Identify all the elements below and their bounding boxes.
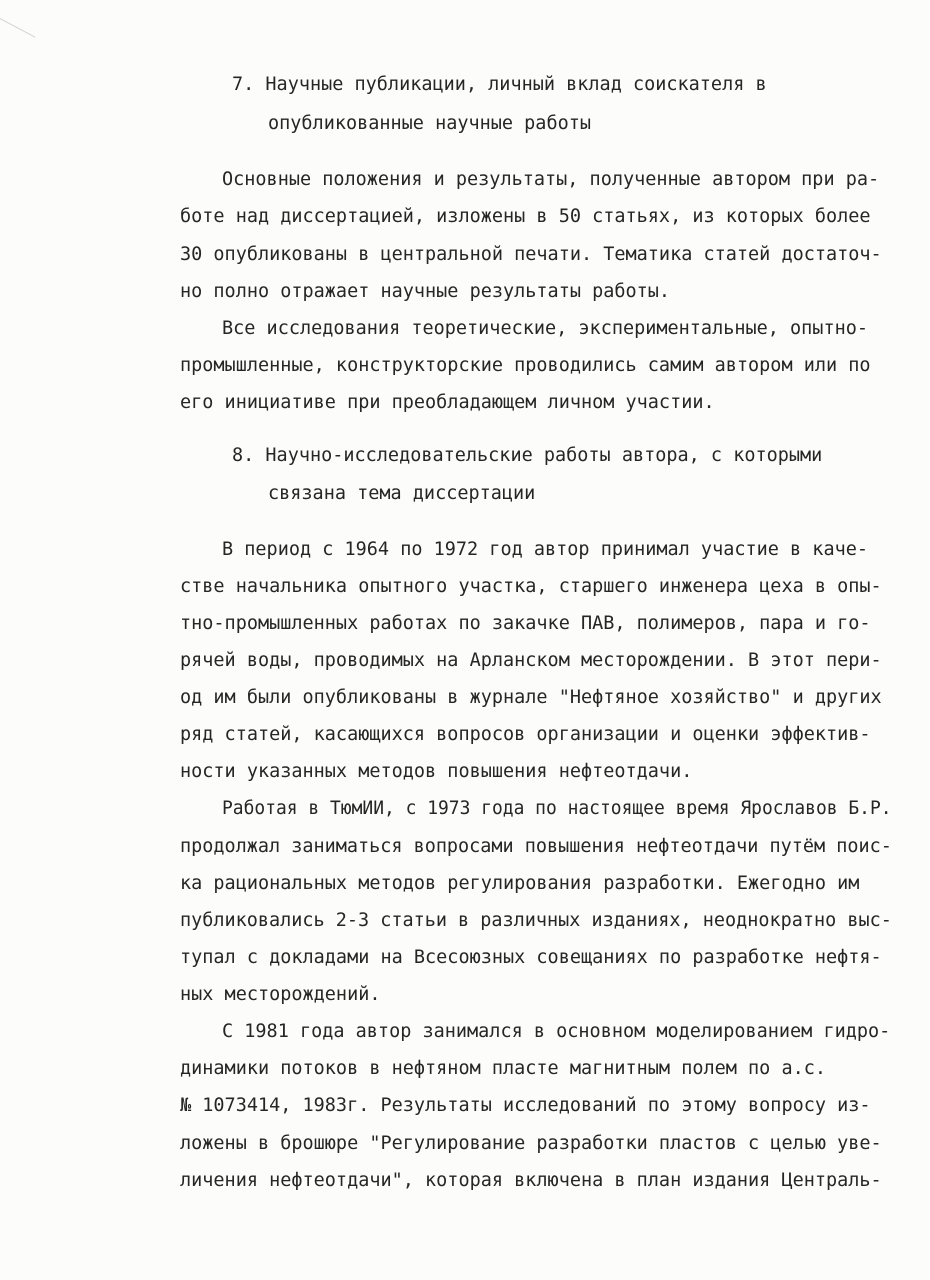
section-8-title-line-1: 8. Научно-исследовательские работы автора, с которыми: [232, 445, 823, 466]
section-7-title-line-2: опубликованные научные работы: [268, 113, 592, 134]
section-7-title-line-1: 7. Научные публикации, личный вклад соискателя в: [232, 74, 767, 95]
section-8-paragraph-1-line-2: стве начальника опытного участка, старшего инженера цеха в опы-: [180, 576, 882, 597]
section-8-title-line-2: связана тема диссертации: [268, 483, 536, 504]
section-8-paragraph-2-line-4: публиковались 2-3 статьи в различных изданиях, неоднократно выс-: [180, 910, 892, 931]
section-8-paragraph-3-line-5: личения нефтеотдачи", которая включена в план издания Централь-: [180, 1170, 882, 1191]
section-8-paragraph-1-line-1: В период с 1964 по 1972 год автор принимал участие в каче-: [222, 539, 869, 560]
page-corner-mark: [0, 18, 35, 38]
section-8-paragraph-2-line-3: ка рациональных методов регулирования разработки. Ежегодно им: [180, 873, 860, 894]
section-8-paragraph-1-line-7: ности указанных методов повышения нефтеотдачи.: [180, 761, 693, 782]
section-8-paragraph-3-line-1: С 1981 года автор занимался в основном моделированием гидро-: [222, 1021, 891, 1042]
section-8-paragraph-1-line-4: рячей воды, проводимых на Арланском месторождении. В этот пери-: [180, 650, 882, 671]
section-8-paragraph-2-line-5: тупал с докладами на Всесоюзных совещаниях по разработке нефтя-: [180, 947, 882, 968]
section-8-paragraph-2-line-1: Работая в ТюмИИ, с 1973 года по настоящее время Ярославов Б.Р.: [222, 798, 892, 819]
section-7-paragraph-1-line-4: но полно отражает научные результаты работы.: [180, 281, 671, 302]
section-7-paragraph-1-line-1: Основные положения и результаты, полученные автором при ра-: [222, 169, 880, 190]
section-7-paragraph-2-line-1: Все исследования теоретические, экспериментальные, опытно-: [222, 318, 869, 339]
section-8-paragraph-2-line-6: ных месторождений.: [180, 984, 381, 1005]
section-8-paragraph-1-line-3: тно-промышленных работах по закачке ПАВ, полимеров, пара и го-: [180, 613, 871, 634]
section-8-paragraph-3-line-3: № 1073414, 1983г. Результаты исследований по этому вопросу из-: [180, 1095, 871, 1116]
section-8-paragraph-2-line-2: продолжал заниматься вопросами повышения нефтеотдачи путём поис-: [180, 836, 892, 857]
section-7-paragraph-1-line-3: 30 опубликованы в центральной печати. Тематика статей достаточ-: [180, 244, 882, 265]
section-7-paragraph-2-line-3: его инициативе при преобладающем личном участии.: [180, 392, 715, 413]
section-8-paragraph-1-line-6: ряд статей, касающихся вопросов организации и оценки эффектив-: [180, 724, 871, 745]
section-7-paragraph-1-line-2: боте над диссертацией, изложены в 50 статьях, из которых более: [180, 206, 871, 227]
section-7-paragraph-2-line-2: промышленные, конструкторские проводились самим автором или по: [180, 355, 871, 376]
section-8-paragraph-3-line-2: динамики потоков в нефтяном пласте магнитным полем по а.с.: [180, 1058, 827, 1079]
section-8-paragraph-3-line-4: ложены в брошюре "Регулирование разработки пластов с целью уве-: [180, 1133, 882, 1154]
section-8-paragraph-1-line-5: од им были опубликованы в журнале "Нефтяное хозяйство" и других: [180, 687, 882, 708]
